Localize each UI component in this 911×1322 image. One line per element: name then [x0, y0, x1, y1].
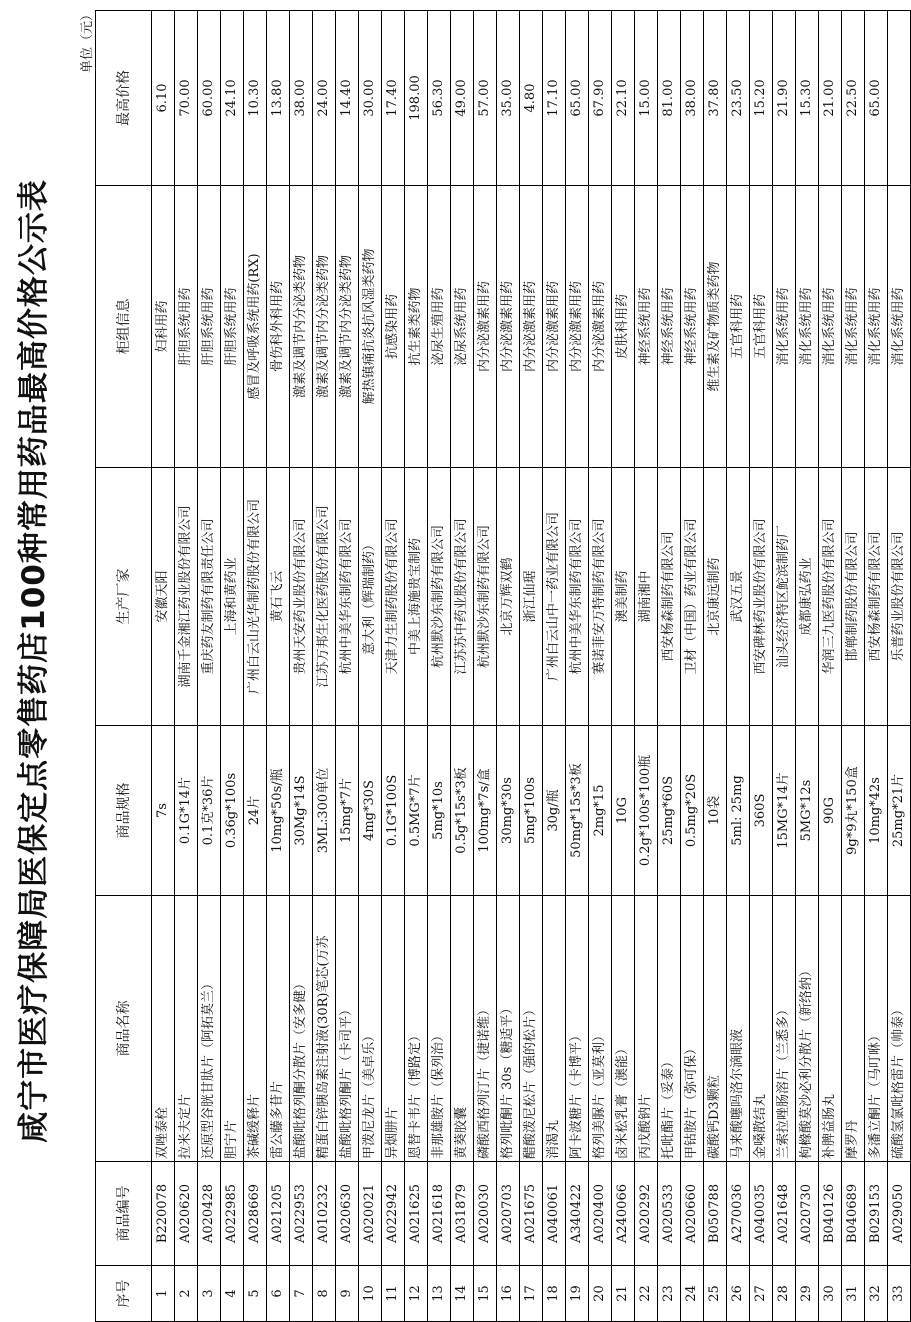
table-cell: 30g/瓶 — [543, 726, 566, 896]
table-cell: 0.5MG*7片 — [405, 726, 428, 896]
table-cell: A029050 — [888, 1162, 911, 1266]
table-cell: 3 — [198, 1266, 221, 1322]
table-cell: 甲泼尼龙片（美卓乐） — [359, 896, 382, 1162]
table-cell: 17.40 — [382, 11, 405, 186]
table-cell: 100mg*7s/盒 — [474, 726, 497, 896]
table-cell: A022953 — [290, 1162, 313, 1266]
column-header: 商品规格 — [96, 726, 152, 896]
table-cell: 10mg*42s — [865, 726, 888, 896]
table-cell: 内分泌激素用药 — [543, 186, 566, 468]
table-cell: 37.80 — [704, 11, 727, 186]
table-cell: 19 — [566, 1266, 589, 1322]
table-cell: A020703 — [497, 1162, 520, 1266]
table-cell: 4mg*30S — [359, 726, 382, 896]
table-cell: 30mg*30s — [497, 726, 520, 896]
table-cell: 维生素及矿物质类药物 — [704, 186, 727, 468]
table-cell: 8 — [313, 1266, 336, 1322]
table-cell: 5mg*100s — [520, 726, 543, 896]
table-cell: 17.10 — [543, 11, 566, 186]
table-cell: A020630 — [336, 1162, 359, 1266]
table-cell: 丙戊酸钠片 — [635, 896, 658, 1162]
table-cell: 9 — [336, 1266, 359, 1322]
unit-label: 单位（元） — [80, 8, 95, 74]
table-cell: 6.10 — [152, 11, 175, 186]
table-row — [221, 11, 244, 1322]
table-cell: 15mg*7片 — [336, 726, 359, 896]
table-cell: 12 — [405, 1266, 428, 1322]
table-row — [658, 11, 681, 1322]
table-cell: 0.5g*15s*3板 — [451, 726, 474, 896]
table-cell: A020660 — [681, 1162, 704, 1266]
table-cell: 神经系统用药 — [681, 186, 704, 468]
price-table — [95, 10, 911, 1322]
table-cell: 重庆药友制药有限责任公司 — [198, 468, 221, 726]
table-cell: A022942 — [382, 1162, 405, 1266]
table-cell: 25 — [704, 1266, 727, 1322]
table-cell: A010232 — [313, 1162, 336, 1266]
table-cell: 肝胆系统用药 — [198, 186, 221, 468]
table-cell: 安徽天阳 — [152, 468, 175, 726]
column-header: 序号 — [96, 1266, 152, 1322]
table-cell: 五官科用药 — [727, 186, 750, 468]
table-cell: 81.00 — [658, 11, 681, 186]
table-cell: 激素及调节内分泌类药物 — [313, 186, 336, 468]
table-cell: 拉米夫定片 — [175, 896, 198, 1162]
column-header: 商品名称 — [96, 896, 152, 1162]
table-cell: 摩罗丹 — [842, 896, 865, 1162]
table-cell: 托吡酯片（妥泰） — [658, 896, 681, 1162]
table-cell: 消化系统用药 — [842, 186, 865, 468]
table-cell: 杭州默沙东制药有限公司 — [428, 468, 451, 726]
table-cell: 30 — [819, 1266, 842, 1322]
table-cell: A020620 — [175, 1162, 198, 1266]
table-cell: 2mg*15 — [589, 726, 612, 896]
table-cell: 198.00 — [405, 11, 428, 186]
table-cell: 10 — [359, 1266, 382, 1322]
table-row — [313, 11, 336, 1322]
table-cell: A028669 — [244, 1162, 267, 1266]
table-cell: 50mg*15s*3板 — [566, 726, 589, 896]
table-cell: 57.00 — [474, 11, 497, 186]
table-cell: 天津力生制药股份有限公司 — [382, 468, 405, 726]
table-cell: 49.00 — [451, 11, 474, 186]
table-cell: 13.80 — [267, 11, 290, 186]
table-cell: A021205 — [267, 1162, 290, 1266]
table-row — [704, 11, 727, 1322]
table-cell: 肝胆系统用药 — [175, 186, 198, 468]
table-cell: 5 — [244, 1266, 267, 1322]
table-cell: 甲钴胺片（弥可保） — [681, 896, 704, 1162]
table-cell: 多潘立酮片（马叮咻） — [865, 896, 888, 1162]
table-cell: B040689 — [842, 1162, 865, 1266]
table-cell: A270036 — [727, 1162, 750, 1266]
table-cell: 妇科用药 — [152, 186, 175, 468]
table-cell: 16 — [497, 1266, 520, 1322]
table-cell: 10mg*50s/瓶 — [267, 726, 290, 896]
table-cell: 29 — [796, 1266, 819, 1322]
table-row — [773, 11, 796, 1322]
table-cell: B029153 — [865, 1162, 888, 1266]
table-cell: 25mg*21片 — [888, 726, 911, 896]
table-row — [865, 11, 888, 1322]
table-cell: 广州白云山光华制药股份有限公司 — [244, 468, 267, 726]
table-cell: 30Mg*14S — [290, 726, 313, 896]
table-cell: 22.10 — [612, 11, 635, 186]
table-cell: A020021 — [359, 1162, 382, 1266]
table-row — [382, 11, 405, 1322]
table-cell: 湖南湘中 — [635, 468, 658, 726]
table-cell: 5mg*10s — [428, 726, 451, 896]
table-cell: 0.36g*100s — [221, 726, 244, 896]
table-cell: 5MG*12s — [796, 726, 819, 896]
table-cell: 消化系统用药 — [865, 186, 888, 468]
table-cell: 11 — [382, 1266, 405, 1322]
table-cell: 20 — [589, 1266, 612, 1322]
table-cell: 胆宁片 — [221, 896, 244, 1162]
table-cell: 30.00 — [359, 11, 382, 186]
table-cell: 感冒及呼吸系统用药(RX) — [244, 186, 267, 468]
table-cell: 14 — [451, 1266, 474, 1322]
table-cell: 38.00 — [290, 11, 313, 186]
table-cell: 67.90 — [589, 11, 612, 186]
table-cell: 内分泌激素用药 — [520, 186, 543, 468]
table-cell: 360S — [750, 726, 773, 896]
table-cell: 32 — [865, 1266, 888, 1322]
table-cell: 硫酸氢氯吡格雷片（帅泰） — [888, 896, 911, 1162]
table-cell: 精蛋白锌胰岛素注射液(30R)笔芯(万苏 — [313, 896, 336, 1162]
table-cell: 0.2g*100s*100瓶 — [635, 726, 658, 896]
table-cell: 24.10 — [221, 11, 244, 186]
table-cell: 阿卡波糖片（卡博平） — [566, 896, 589, 1162]
table-cell: 邯郸制药股份有限公司 — [842, 468, 865, 726]
table-cell: B050788 — [704, 1162, 727, 1266]
table-row — [359, 11, 382, 1322]
table-cell: 15 — [474, 1266, 497, 1322]
table-cell: 4.80 — [520, 11, 543, 186]
table-cell: 卤米松乳膏（澳能） — [612, 896, 635, 1162]
table-cell: 江苏万邦生化医药股份有限公司 — [313, 468, 336, 726]
table-cell: 70.00 — [175, 11, 198, 186]
table-row — [796, 11, 819, 1322]
table-cell: 24.00 — [313, 11, 336, 186]
table-cell: 28 — [773, 1266, 796, 1322]
table-row — [405, 11, 428, 1322]
table-row — [543, 11, 566, 1322]
table-row — [267, 11, 290, 1322]
table-cell: 3ML:300单位 — [313, 726, 336, 896]
table-cell: 5ml: 25mg — [727, 726, 750, 896]
table-cell: 内分泌激素用药 — [589, 186, 612, 468]
table-cell: 23 — [658, 1266, 681, 1322]
table-cell: 马来酸噻吗洛尔滴眼液 — [727, 896, 750, 1162]
table-cell: A020292 — [635, 1162, 658, 1266]
table-cell: 西安碑林药业股份有限公司 — [750, 468, 773, 726]
table-row — [612, 11, 635, 1322]
table-cell: 抗生素类药物 — [405, 186, 428, 468]
table-cell: 赛诺菲安万特制药有限公司 — [589, 468, 612, 726]
table-cell: 10.30 — [244, 11, 267, 186]
table-cell: B220078 — [152, 1162, 175, 1266]
table-cell: 内分泌激素用药 — [566, 186, 589, 468]
table-cell: 肝胆系统用药 — [221, 186, 244, 468]
table-cell: 9g*9丸*150盒 — [842, 726, 865, 896]
table-cell: 异烟肼片 — [382, 896, 405, 1162]
table-row — [290, 11, 313, 1322]
table-cell: 21.00 — [819, 11, 842, 186]
table-cell: 澳美制药 — [612, 468, 635, 726]
table-cell: 江苏苏中药业股份有限公司 — [451, 468, 474, 726]
table-cell: 格列吡酮片 30s（糖适平） — [497, 896, 520, 1162]
table-cell: 90G — [819, 726, 842, 896]
column-header: 柜组信息 — [96, 186, 152, 468]
table-header-row — [96, 11, 152, 1322]
table-cell: A021618 — [428, 1162, 451, 1266]
table-cell: 65.00 — [865, 11, 888, 186]
table-cell: 10袋 — [704, 726, 727, 896]
table-cell: B040126 — [819, 1162, 842, 1266]
table-row — [819, 11, 842, 1322]
table-cell: 格列美脲片（亚莫利） — [589, 896, 612, 1162]
table-cell: 北京万辉双鹤 — [497, 468, 520, 726]
table-cell: 21 — [612, 1266, 635, 1322]
table-row — [474, 11, 497, 1322]
table-cell: 枸橼酸莫沙必利分散片（新络纳） — [796, 896, 819, 1162]
table-cell: 抗感染用药 — [382, 186, 405, 468]
table-cell: 激素及调节内分泌类药物 — [336, 186, 359, 468]
table-cell: 0.5mg*20S — [681, 726, 704, 896]
table-row — [888, 11, 911, 1322]
table-cell: 盐酸吡格列酮分散片（安多健） — [290, 896, 313, 1162]
table-cell: 双唑泰栓 — [152, 896, 175, 1162]
table-cell: 碳酸钙D3颗粒 — [704, 896, 727, 1162]
table-cell: 33 — [888, 1266, 911, 1322]
table-cell: 1 — [152, 1266, 175, 1322]
table-cell: 13 — [428, 1266, 451, 1322]
table-cell: 消化系统用药 — [888, 186, 911, 468]
table-cell: 内分泌激素用药 — [497, 186, 520, 468]
table-row — [566, 11, 589, 1322]
table-cell: 卫材（中国）药业有限公司 — [681, 468, 704, 726]
table-cell: 解热镇痛抗炎抗风湿类药物 — [359, 186, 382, 468]
table-cell: A020030 — [474, 1162, 497, 1266]
table-cell: 15MG*14片 — [773, 726, 796, 896]
table-cell: 汕头经济特区鮀滨制药厂 — [773, 468, 796, 726]
table-row — [520, 11, 543, 1322]
table-cell: 25mg*60S — [658, 726, 681, 896]
table-cell: 华润三九医药股份有限公司 — [819, 468, 842, 726]
table-cell: 盐酸吡格列酮片（卡司平） — [336, 896, 359, 1162]
table-cell: 泌尿系统用药 — [451, 186, 474, 468]
table-cell: 浙江仙琚 — [520, 468, 543, 726]
table-cell: 35.00 — [497, 11, 520, 186]
table-row — [175, 11, 198, 1322]
table-cell: A020730 — [796, 1162, 819, 1266]
table-cell: 消渴丸 — [543, 896, 566, 1162]
table-row — [152, 11, 175, 1322]
table-cell: 上海和黄药业 — [221, 468, 244, 726]
table-cell: A340422 — [566, 1162, 589, 1266]
table-cell: A021625 — [405, 1162, 428, 1266]
table-row — [451, 11, 474, 1322]
table-row — [727, 11, 750, 1322]
table-cell: 27 — [750, 1266, 773, 1322]
table-cell: 56.30 — [428, 11, 451, 186]
column-header: 商品编号 — [96, 1162, 152, 1266]
table-cell: 贵州天安药业股份有限公司 — [290, 468, 313, 726]
table-cell: 0.1克*36片 — [198, 726, 221, 896]
table-cell: 0.1G*100S — [382, 726, 405, 896]
table-cell: 茶碱缓释片 — [244, 896, 267, 1162]
table-cell: 22.50 — [842, 11, 865, 186]
table-cell: 磷酸西格列汀片（捷诺维） — [474, 896, 497, 1162]
table-cell: A021675 — [520, 1162, 543, 1266]
table-cell: A040061 — [543, 1162, 566, 1266]
table-cell: 骨伤科外科用药 — [267, 186, 290, 468]
table-cell: 10G — [612, 726, 635, 896]
table-cell: A020400 — [589, 1162, 612, 1266]
table-cell: 22 — [635, 1266, 658, 1322]
table-cell: 武汉五景 — [727, 468, 750, 726]
table-cell: 杭州中美华东制药有限公司 — [336, 468, 359, 726]
table-cell: 非那雄胺片（保列治） — [428, 896, 451, 1162]
table-cell: 24 — [681, 1266, 704, 1322]
table-row — [635, 11, 658, 1322]
table-cell: 38.00 — [681, 11, 704, 186]
table-cell: A040035 — [750, 1162, 773, 1266]
table-cell: 黄石飞云 — [267, 468, 290, 726]
table-row — [842, 11, 865, 1322]
table-cell: 15.30 — [796, 11, 819, 186]
table-cell: 西安杨森制药有限公司 — [865, 468, 888, 726]
table-row — [497, 11, 520, 1322]
column-header: 生产厂家 — [96, 468, 152, 726]
table-cell: 黄葵胶囊 — [451, 896, 474, 1162]
page-title: 咸宁市医疗保障局医保定点零售药店100种常用药品最高价格公示表 — [16, 179, 52, 1143]
table-cell: 7s — [152, 726, 175, 896]
table-cell: 神经系统用药 — [635, 186, 658, 468]
table-cell: 兰索拉唑肠溶片（兰悉多） — [773, 896, 796, 1162]
table-cell — [888, 11, 911, 186]
table-cell: A021648 — [773, 1162, 796, 1266]
table-row — [750, 11, 773, 1322]
table-cell: 意大利（辉瑞制药） — [359, 468, 382, 726]
table-cell: 乐普药业股份有限公司 — [888, 468, 911, 726]
table-cell: 杭州默沙东制药有限公司 — [474, 468, 497, 726]
table-cell: A240066 — [612, 1162, 635, 1266]
table-row — [336, 11, 359, 1322]
table-cell: 恩替卡韦片（博路定） — [405, 896, 428, 1162]
table-cell: 0.1G*14片 — [175, 726, 198, 896]
table-cell: 65.00 — [566, 11, 589, 186]
table-cell: 17 — [520, 1266, 543, 1322]
table-cell: 北京康远制药 — [704, 468, 727, 726]
table-row — [589, 11, 612, 1322]
table-cell: 成都康弘药业 — [796, 468, 819, 726]
table-row — [428, 11, 451, 1322]
table-cell: 7 — [290, 1266, 313, 1322]
table-cell: 15.20 — [750, 11, 773, 186]
table-cell: 神经系统用药 — [658, 186, 681, 468]
table-cell: A022985 — [221, 1162, 244, 1266]
table-cell: A020428 — [198, 1162, 221, 1266]
table-cell: 西安杨森制药有限公司 — [658, 468, 681, 726]
table-cell: 广州白云山中一药业有限公司 — [543, 468, 566, 726]
table-cell: A031879 — [451, 1162, 474, 1266]
table-cell: 补脾益肠丸 — [819, 896, 842, 1162]
table-cell: 21.90 — [773, 11, 796, 186]
table-cell: 18 — [543, 1266, 566, 1322]
table-cell: 60.00 — [198, 11, 221, 186]
table-row — [198, 11, 221, 1322]
table-cell: 31 — [842, 1266, 865, 1322]
table-cell: 消化系统用药 — [819, 186, 842, 468]
table-cell: 五官科用药 — [750, 186, 773, 468]
table-cell: 泌尿生殖用药 — [428, 186, 451, 468]
table-row — [681, 11, 704, 1322]
table-cell: 皮肤科用药 — [612, 186, 635, 468]
table-cell: 消化系统用药 — [773, 186, 796, 468]
table-cell: 4 — [221, 1266, 244, 1322]
table-row — [244, 11, 267, 1322]
table-cell: 26 — [727, 1266, 750, 1322]
table-cell: 中美上海施贵宝制药 — [405, 468, 428, 726]
table-cell: 还原型谷胱甘肽片（阿拓莫兰） — [198, 896, 221, 1162]
table-cell: 激素及调节内分泌类药物 — [290, 186, 313, 468]
table-cell: 消化系统用药 — [796, 186, 819, 468]
table-cell: 24片 — [244, 726, 267, 896]
table-cell: A020533 — [658, 1162, 681, 1266]
table-cell: 醋酸泼尼松片（强的松片） — [520, 896, 543, 1162]
table-cell: 23.50 — [727, 11, 750, 186]
table-cell: 湖南千金湘江药业股份有限公司 — [175, 468, 198, 726]
table-cell: 2 — [175, 1266, 198, 1322]
table-cell: 15.00 — [635, 11, 658, 186]
column-header: 最高价格 — [96, 11, 152, 186]
table-cell: 杭州中美华东制药有限公司 — [566, 468, 589, 726]
table-cell: 雷公藤多苷片 — [267, 896, 290, 1162]
table-cell: 金嗓散结丸 — [750, 896, 773, 1162]
table-cell: 14.40 — [336, 11, 359, 186]
table-cell: 6 — [267, 1266, 290, 1322]
table-cell: 内分泌激素用药 — [474, 186, 497, 468]
